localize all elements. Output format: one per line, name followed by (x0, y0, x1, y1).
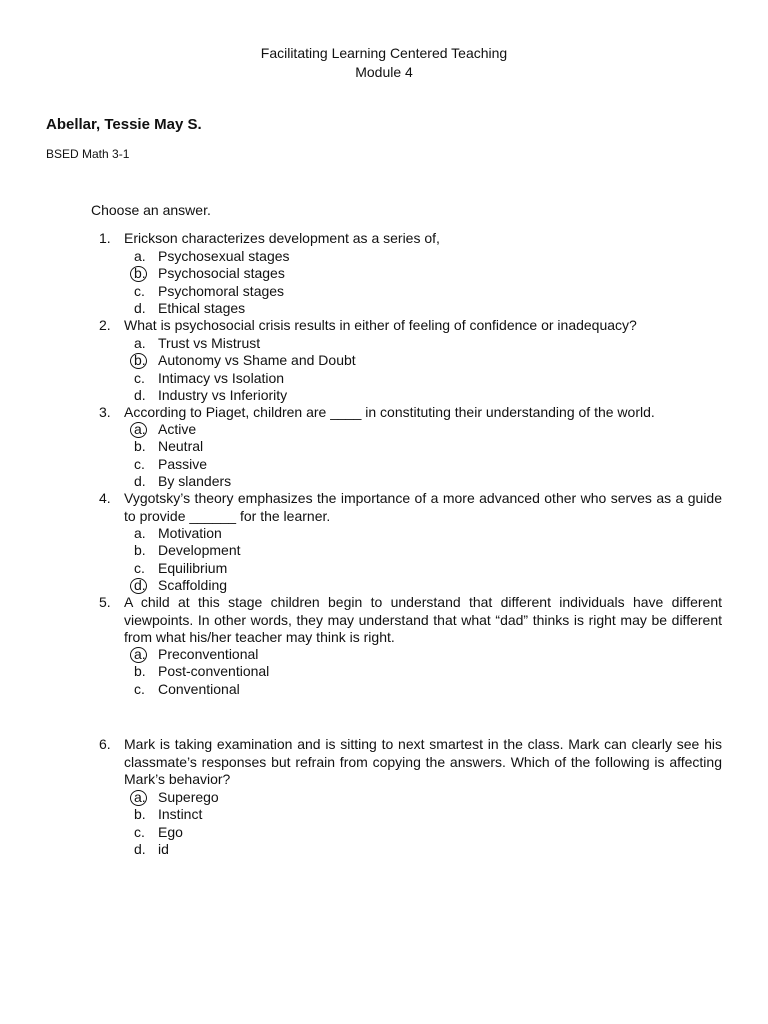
question-number: 4. (99, 490, 111, 506)
answer-option (0, 841, 768, 858)
question-text: What is psychosocial crisis results in either of feeling of confidence or inadequacy? (124, 317, 637, 333)
answer-option (0, 370, 768, 387)
answer-option (0, 352, 768, 369)
answer-option (0, 542, 768, 559)
option-letter: c. (134, 559, 145, 576)
option-letter: a. (134, 525, 146, 541)
answer-option (0, 789, 768, 806)
option-letter: a. (134, 248, 146, 264)
option-letter: b. (134, 352, 146, 369)
module-label: Module 4 (355, 64, 413, 80)
option-letter: b. (134, 806, 146, 823)
course-title: Facilitating Learning Centered Teaching (260, 45, 508, 61)
answer-option (0, 283, 768, 300)
option-text: Post-conventional (158, 663, 270, 680)
answer-option (0, 663, 768, 680)
option-text: Intimacy vs Isolation (158, 369, 285, 386)
answer-option (0, 525, 768, 542)
option-letter: d. (134, 576, 146, 593)
option-letter: a. (134, 789, 146, 805)
answer-option (0, 560, 768, 577)
option-letter: b. (134, 542, 146, 559)
option-letter: d. (134, 386, 146, 403)
answer-option (0, 473, 768, 490)
option-text: Conventional (158, 680, 240, 697)
option-letter: b. (134, 265, 146, 282)
student-name: Abellar, Tessie May S. (46, 116, 202, 133)
option-letter: c. (134, 455, 145, 472)
option-letter: b. (134, 438, 146, 455)
question-text: Vygotsky’s theory emphasizes the importance of a more advanced other who serves as a guide to provide ______ for the learner. (124, 490, 722, 524)
option-text: Industry vs Inferiority (158, 386, 288, 403)
option-text: Instinct (158, 806, 203, 823)
answer-option (0, 824, 768, 841)
option-letter: c. (134, 823, 145, 840)
option-text: Psychomoral stages (158, 282, 285, 299)
option-letter: c. (134, 680, 145, 697)
option-text: Ethical stages (158, 299, 246, 316)
answer-option (0, 265, 768, 282)
instruction-text: Choose an answer. (91, 202, 211, 218)
answer-option (0, 438, 768, 455)
answer-option (0, 421, 768, 438)
option-letter: a. (134, 646, 146, 662)
option-text: Motivation (158, 525, 222, 541)
option-text: By slanders (158, 472, 232, 489)
question-number: 3. (99, 404, 111, 420)
question-number: 5. (99, 594, 111, 610)
option-text: Superego (158, 789, 219, 805)
question-number: 6. (99, 736, 111, 752)
option-letter: a. (134, 421, 146, 437)
option-text: Autonomy vs Shame and Doubt (158, 352, 356, 369)
answer-option (0, 248, 768, 265)
option-text: Psychosocial stages (158, 265, 285, 282)
question-text: A child at this stage children begin to understand that different individuals have different viewpoints. In other words, they may understand that what “dad” thinks is right may be different from what his/her teacher may think is right. (124, 594, 722, 645)
option-letter: d. (134, 299, 146, 316)
answer-option (0, 335, 768, 352)
option-text: Active (158, 421, 197, 437)
option-text: Equilibrium (158, 559, 228, 576)
answer-option (0, 577, 768, 594)
question-text: According to Piaget, children are ____ in constituting their understanding of the world. (124, 404, 655, 420)
option-letter: c. (134, 282, 145, 299)
option-letter: a. (134, 335, 146, 351)
question-number: 1. (99, 230, 111, 246)
option-letter: d. (134, 840, 146, 857)
student-section: BSED Math 3-1 (46, 147, 130, 161)
question-number: 2. (99, 317, 111, 333)
option-letter: d. (134, 472, 146, 489)
option-letter: b. (134, 663, 146, 680)
option-text: Neutral (158, 438, 204, 455)
question-text: Mark is taking examination and is sitting to next smartest in the class. Mark can clearly see his classmate’s responses but refrain from copying the answers. Which of the following is affecting Mark’s behavior? (124, 736, 722, 787)
question-text: Erickson characterizes development as a series of, (124, 230, 440, 246)
option-text: Development (158, 542, 241, 559)
option-text: Psychosexual stages (158, 248, 290, 264)
answer-option (0, 300, 768, 317)
document-header (0, 44, 768, 82)
option-text: id (158, 840, 169, 857)
option-text: Ego (158, 823, 183, 840)
answer-option (0, 681, 768, 698)
option-text: Trust vs Mistrust (158, 335, 261, 351)
answer-option (0, 806, 768, 823)
answer-option (0, 646, 768, 663)
option-text: Preconventional (158, 646, 259, 662)
option-text: Passive (158, 455, 208, 472)
answer-option (0, 387, 768, 404)
option-text: Scaffolding (158, 576, 228, 593)
answer-option (0, 456, 768, 473)
option-letter: c. (134, 369, 145, 386)
